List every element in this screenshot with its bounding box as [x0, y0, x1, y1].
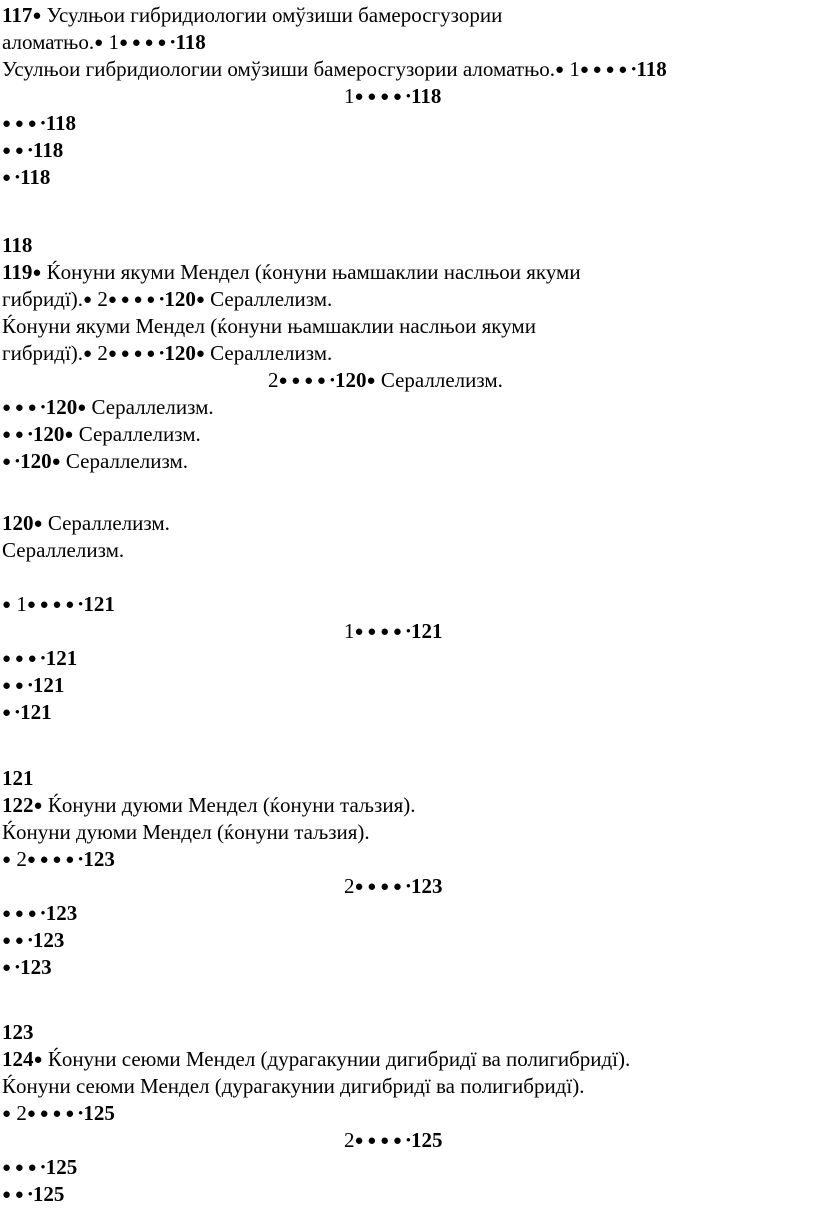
text-line: [2, 1181, 64, 1207]
bullet-marks: ●: [51, 454, 61, 470]
text-run: Сераллелизм.: [42, 511, 170, 535]
text-line: [2, 259, 581, 285]
text-line: [2, 819, 370, 845]
bullet-marks: ● ● ● ● •: [354, 89, 411, 105]
bullet-marks: ●: [94, 35, 104, 51]
bullet-marks: ● ● ● •: [2, 1160, 46, 1176]
bullet-marks: ● ● ● ● •: [118, 35, 176, 51]
text-line: [2, 2, 502, 28]
text-run: Сераллелизм.: [2, 538, 125, 562]
bold-number: 125: [32, 1182, 65, 1206]
bold-number: 120: [335, 368, 367, 392]
text-line: [2, 672, 64, 698]
bold-number: 123: [32, 928, 65, 952]
text-run: 1: [344, 619, 355, 643]
text-run: Ќонуни якуми Мендел (ќонуни њамшаклии наслњои якуми: [2, 314, 536, 338]
text-line: [2, 1046, 630, 1072]
bold-number: 120: [2, 511, 34, 535]
text-line: [2, 340, 332, 366]
bullet-marks: ● ● •: [2, 933, 33, 949]
bullet-marks: ●: [195, 346, 205, 362]
bold-number: 120: [32, 422, 65, 446]
text-line: [2, 448, 188, 474]
bullet-marks: ●: [33, 1052, 43, 1068]
bold-number: 121: [45, 646, 78, 670]
text-run: Сераллелизм.: [375, 368, 503, 392]
text-run: 1: [564, 57, 580, 81]
text-run: 2: [11, 1101, 27, 1125]
text-run: 2: [344, 1128, 355, 1152]
text-line: [2, 1073, 584, 1099]
text-line: [2, 137, 63, 163]
text-run: Сераллелизм.: [86, 395, 214, 419]
bullet-marks: ●: [2, 597, 12, 613]
bold-number: 120: [164, 341, 196, 365]
text-line: [2, 1019, 34, 1045]
bold-number: 125: [411, 1128, 443, 1152]
text-line: [2, 792, 415, 818]
bullet-marks: ● ● ● ● •: [107, 292, 165, 308]
bullet-marks: ● ● ● •: [2, 400, 46, 416]
bullet-marks: ●: [195, 292, 205, 308]
bullet-marks: ●: [83, 346, 93, 362]
bullet-marks: ● ● ● ● •: [26, 852, 84, 868]
text-run: Ќонуни дуюми Мендел (ќонуни таљзия).: [2, 820, 370, 844]
bullet-marks: ●: [2, 852, 12, 868]
bold-number: 120: [164, 287, 196, 311]
bold-number: 118: [175, 30, 206, 54]
text-run: гибридї).: [2, 287, 84, 311]
text-line: [2, 900, 77, 926]
bullet-marks: ● ● •: [2, 427, 33, 443]
bullet-marks: ● ● ● •: [2, 906, 46, 922]
bold-number: 119: [2, 260, 33, 284]
bold-number: 123: [2, 1020, 34, 1044]
text-run: гибридї).: [2, 341, 84, 365]
bullet-marks: ●: [32, 265, 42, 281]
text-run: 1: [11, 592, 27, 616]
bullet-marks: ● •: [2, 705, 21, 721]
bullet-marks: ●: [2, 1106, 12, 1122]
bullet-marks: ● ● ● ● •: [107, 346, 165, 362]
text-run: Ќонуни сеюми Мендел (дурагакунии дигибридї ва полигибридї).: [2, 1074, 585, 1098]
text-run: Сераллелизм.: [204, 287, 333, 311]
text-run: Ќонуни дуюми Мендел (ќонуни таљзия).: [42, 793, 416, 817]
text-run: 2: [11, 847, 27, 871]
bullet-marks: ●: [64, 427, 74, 443]
text-line: [2, 232, 32, 258]
bold-number: 118: [32, 138, 64, 162]
text-run: Сераллелизм.: [204, 341, 333, 365]
text-run: Ќонуни якуми Мендел (ќонуни њамшаклии наслњои якуми: [41, 260, 581, 284]
text-line: [2, 537, 124, 563]
bullet-marks: ●: [77, 400, 87, 416]
bold-number: 123: [83, 847, 115, 871]
text-line: [2, 765, 34, 791]
bold-number: 120: [45, 395, 78, 419]
bullet-marks: ● ● •: [2, 678, 33, 694]
text-run: Сераллелизм.: [60, 449, 188, 473]
text-run: аломатњо.: [2, 30, 95, 54]
bold-number: 123: [411, 874, 443, 898]
text-run: Усулњои гибридиологии омўзиши бамеросгузории аломатњо.: [2, 57, 556, 81]
text-run: 2: [268, 368, 279, 392]
bullet-marks: ●: [32, 8, 42, 24]
text-line: [2, 699, 52, 725]
text-line: [268, 367, 503, 393]
bullet-marks: ● ● •: [2, 143, 33, 159]
bold-number: 123: [45, 901, 78, 925]
bullet-marks: ●: [33, 798, 43, 814]
bullet-marks: ● ● ● ● •: [26, 597, 84, 613]
bold-number: 121: [2, 766, 34, 790]
text-run: 1: [344, 84, 355, 108]
bullet-marks: ●: [366, 373, 376, 389]
text-line: [2, 286, 332, 312]
bullet-marks: ● •: [2, 170, 21, 186]
text-line: [2, 927, 64, 953]
bullet-marks: ● ● ● •: [2, 651, 46, 667]
text-line: [2, 591, 115, 617]
text-run: Ќонуни сеюми Мендел (дурагакунии дигибридї ва полигибридї).: [42, 1047, 631, 1071]
bold-number: 125: [83, 1101, 115, 1125]
bold-number: 125: [45, 1155, 78, 1179]
bold-number: 118: [20, 165, 51, 189]
text-line: [344, 83, 441, 109]
bullet-marks: ● ● ● ● •: [354, 879, 411, 895]
text-line: [344, 618, 443, 644]
bold-number: 118: [411, 84, 442, 108]
text-line: [2, 110, 76, 136]
text-run: Сераллелизм.: [73, 422, 201, 446]
bold-number: 124: [2, 1047, 34, 1071]
bold-number: 121: [83, 592, 115, 616]
bold-number: 117: [2, 3, 33, 27]
text-run: 2: [92, 287, 108, 311]
bold-number: 121: [20, 700, 52, 724]
text-line: [2, 1100, 115, 1126]
text-line: [2, 313, 536, 339]
bold-number: 121: [32, 673, 65, 697]
bullet-marks: ●: [83, 292, 93, 308]
bullet-marks: ● ● ● •: [2, 116, 46, 132]
bold-number: 120: [20, 449, 52, 473]
bullet-marks: ● ● ● ● •: [354, 1133, 411, 1149]
text-line: [2, 645, 77, 671]
text-line: [2, 510, 170, 536]
bullet-marks: ● ● ● ● •: [278, 373, 335, 389]
bullet-marks: ● •: [2, 960, 21, 976]
text-line: [344, 1127, 443, 1153]
bold-number: 118: [636, 57, 667, 81]
bullet-marks: ● ● •: [2, 1187, 33, 1203]
bullet-marks: ● •: [2, 454, 21, 470]
bullet-marks: ●: [33, 516, 43, 532]
bold-number: 118: [2, 233, 33, 257]
text-line: [2, 394, 214, 420]
text-line: [344, 873, 443, 899]
text-line: [2, 56, 667, 82]
bullet-marks: ● ● ● ● •: [579, 62, 637, 78]
text-line: [2, 421, 201, 447]
bullet-marks: ● ● ● ● •: [26, 1106, 84, 1122]
bold-number: 121: [411, 619, 443, 643]
bold-number: 123: [20, 955, 52, 979]
text-run: Усулњои гибридиологии омўзиши бамеросгузории: [41, 3, 503, 27]
text-run: 2: [344, 874, 355, 898]
text-line: [2, 1154, 77, 1180]
bullet-marks: ●: [555, 62, 565, 78]
text-line: [2, 29, 206, 55]
bold-number: 122: [2, 793, 34, 817]
text-line: [2, 164, 50, 190]
bullet-marks: ● ● ● ● •: [354, 624, 411, 640]
text-run: 2: [92, 341, 108, 365]
text-line: [2, 954, 52, 980]
bold-number: 118: [45, 111, 77, 135]
text-run: 1: [103, 30, 119, 54]
text-line: [2, 846, 115, 872]
